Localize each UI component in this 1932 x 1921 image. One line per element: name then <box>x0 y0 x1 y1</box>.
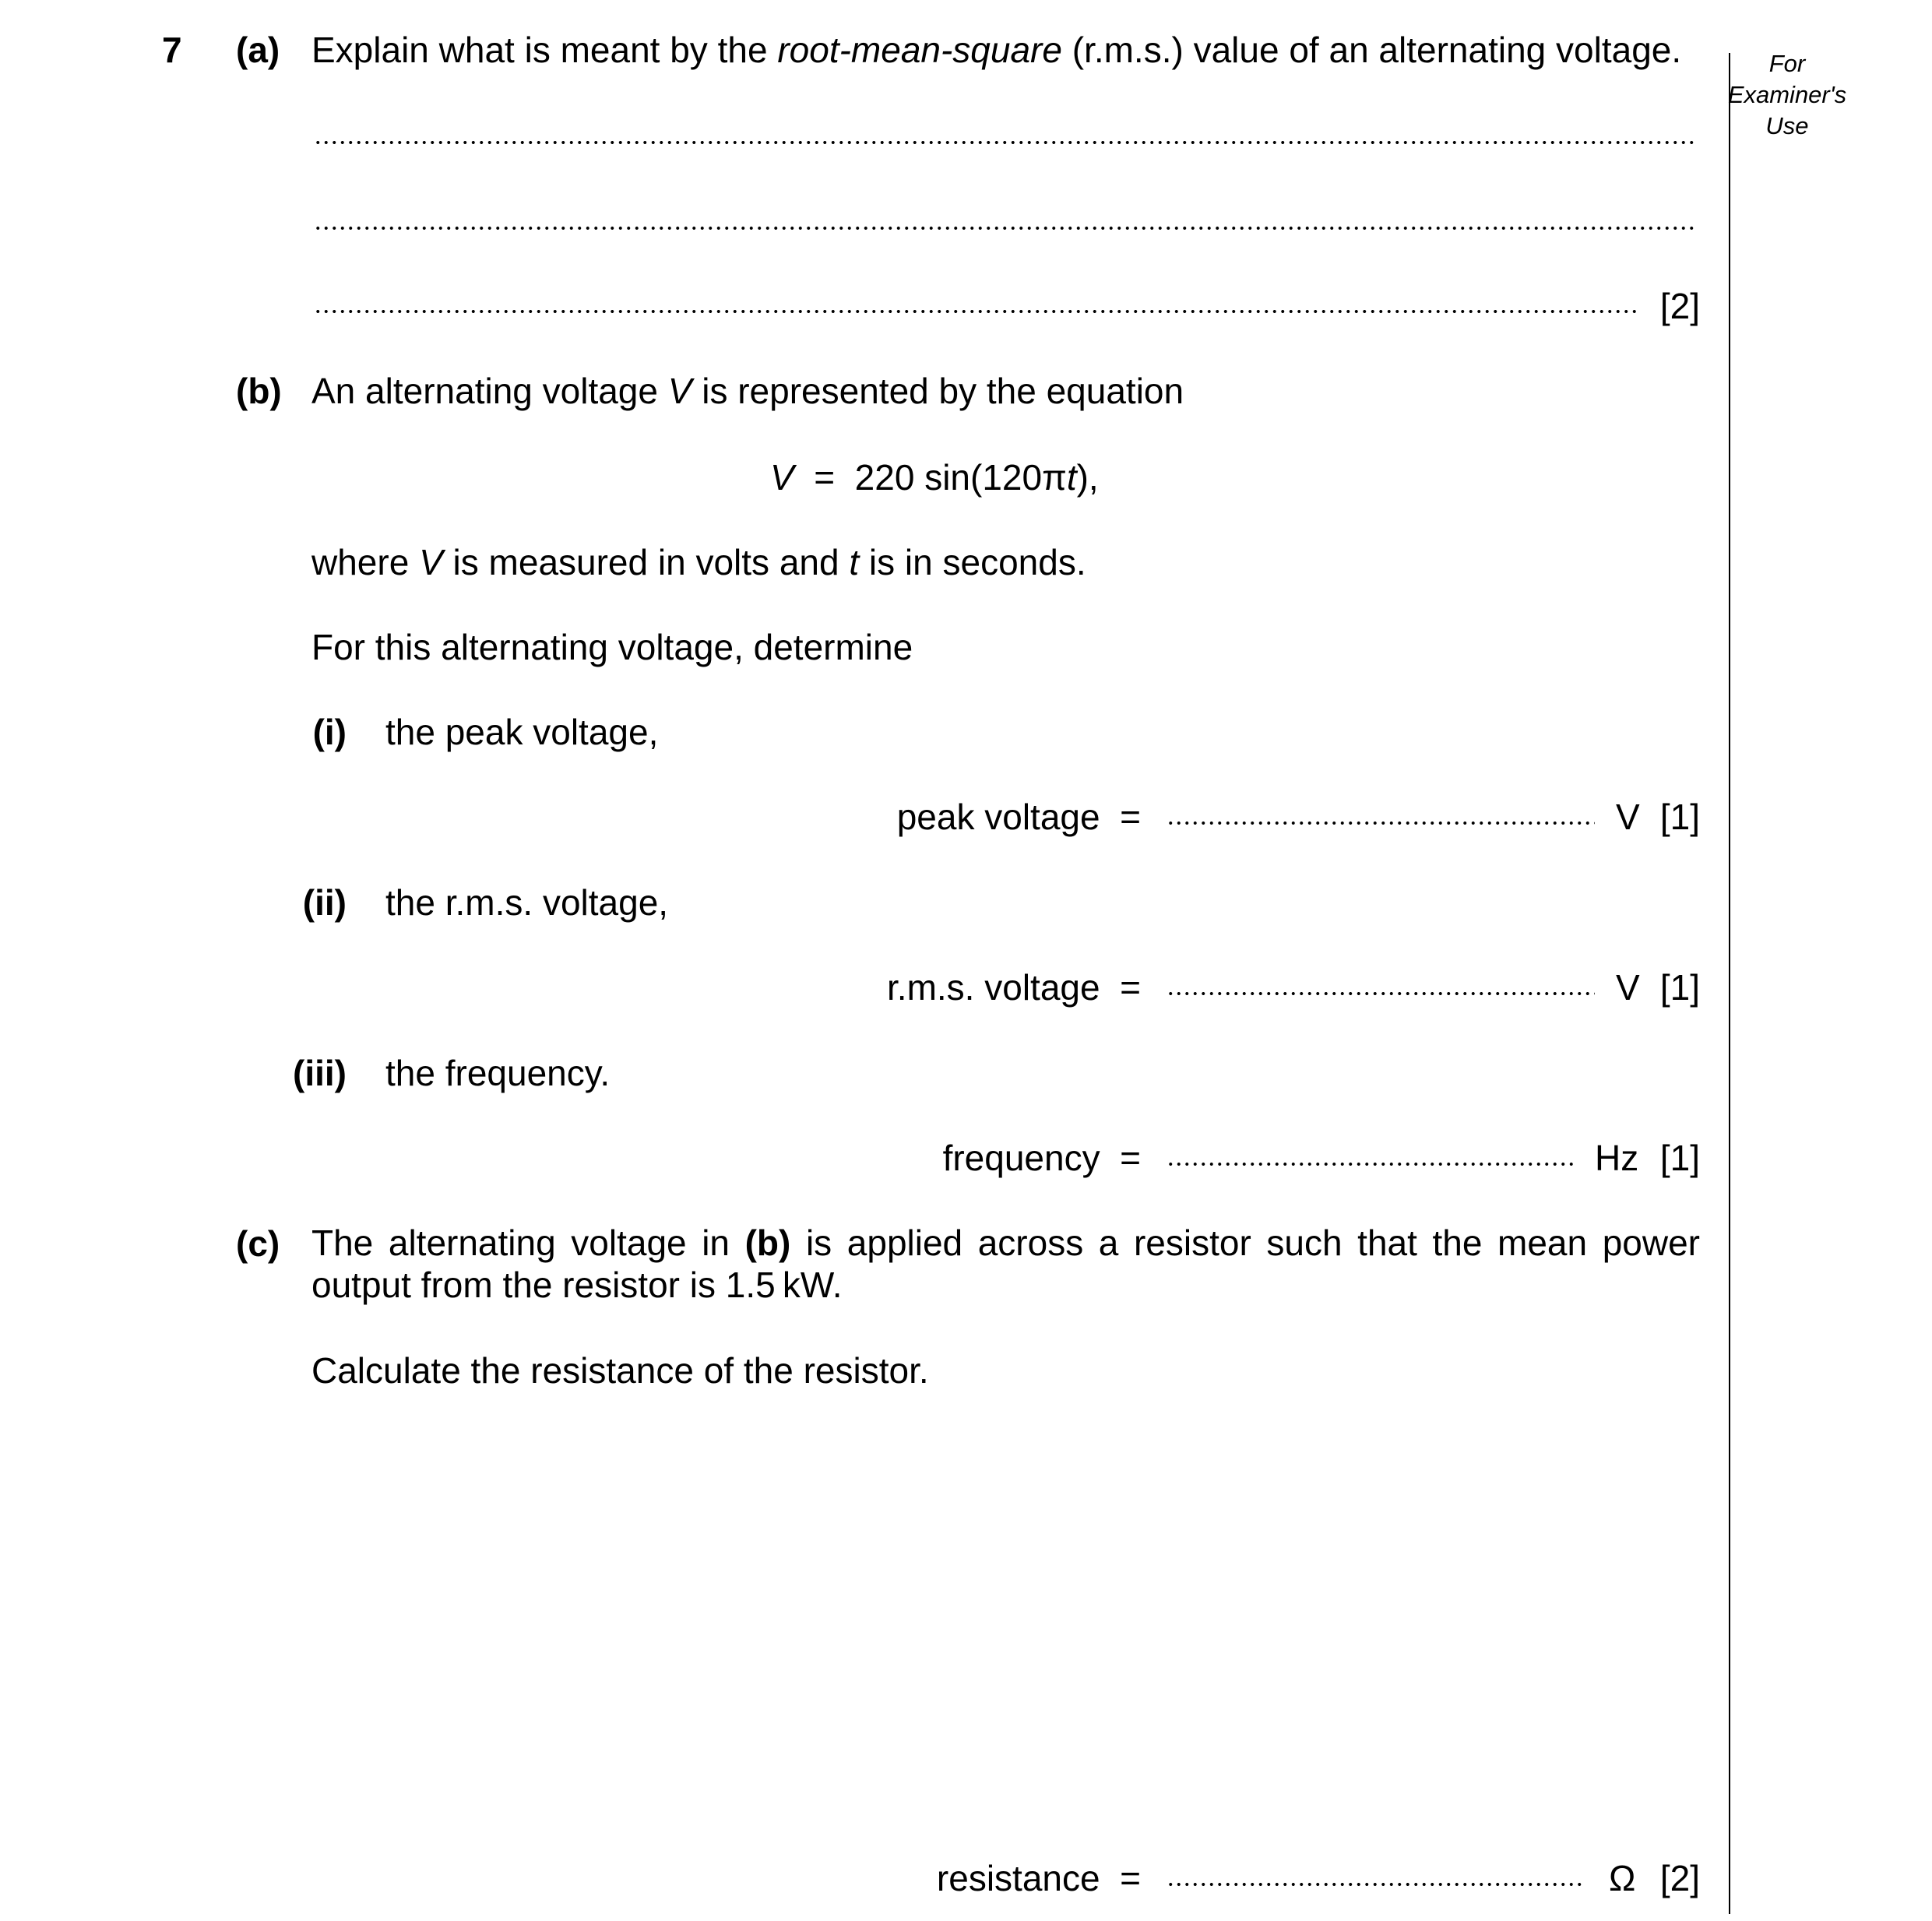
sub-ii-label: (ii) <box>302 882 347 923</box>
sub-iii-label: (iii) <box>293 1053 347 1093</box>
part-a-marks: [2] <box>1659 286 1700 326</box>
sub-i-text: the peak voltage, <box>385 712 659 752</box>
sub-i-marks: [1] <box>1659 797 1700 837</box>
part-a-label: (a) <box>236 30 280 70</box>
resistance-label: resistance = <box>936 1858 1141 1898</box>
answer-line-a-2[interactable] <box>314 226 1696 230</box>
peak-voltage-label: peak voltage = <box>896 797 1141 837</box>
answer-line-a-1[interactable] <box>314 140 1696 145</box>
frequency-answer[interactable] <box>1167 1162 1575 1166</box>
sub-iii-text: the frequency. <box>385 1053 611 1093</box>
rms-voltage-answer[interactable] <box>1167 991 1595 996</box>
examiner-margin-line <box>1729 53 1730 1914</box>
sub-ii-text: the r.m.s. voltage, <box>385 882 669 923</box>
part-c-statement: The alternating voltage in (b) is applied across a resistor such that the mean power output from the resistor is 1.5 kW. <box>311 1223 1700 1305</box>
rms-voltage-unit: V <box>1616 967 1640 1008</box>
resistance-answer[interactable] <box>1167 1882 1585 1887</box>
part-a-question: Explain what is meant by the root-mean-square (r.m.s.) value of an alternating voltage. <box>311 30 1682 70</box>
voltage-equation: V = 220 sin(120πt), <box>770 457 1099 498</box>
sub-i-label: (i) <box>312 712 347 752</box>
sub-iii-marks: [1] <box>1659 1138 1700 1178</box>
peak-voltage-unit: V <box>1616 797 1640 837</box>
frequency-unit: Hz <box>1595 1138 1639 1178</box>
part-c-marks: [2] <box>1659 1858 1700 1898</box>
part-c-instruction: Calculate the resistance of the resistor. <box>311 1350 929 1391</box>
answer-line-a-3[interactable] <box>314 309 1638 314</box>
question-number: 7 <box>162 30 182 70</box>
rms-voltage-label: r.m.s. voltage = <box>887 967 1141 1008</box>
part-b-where: where V is measured in volts and t is in seconds. <box>311 542 1086 582</box>
part-b-intro: An alternating voltage V is represented by the equation <box>311 371 1184 411</box>
part-c-label: (c) <box>236 1223 280 1264</box>
frequency-label: frequency = <box>942 1138 1141 1178</box>
resistance-unit: Ω <box>1609 1858 1636 1898</box>
part-b-determine: For this alternating voltage, determine <box>311 627 913 667</box>
peak-voltage-answer[interactable] <box>1167 821 1595 825</box>
examiner-use-label: For Examiner's Use <box>1727 50 1847 139</box>
sub-ii-marks: [1] <box>1659 967 1700 1008</box>
part-b-label: (b) <box>236 371 282 411</box>
